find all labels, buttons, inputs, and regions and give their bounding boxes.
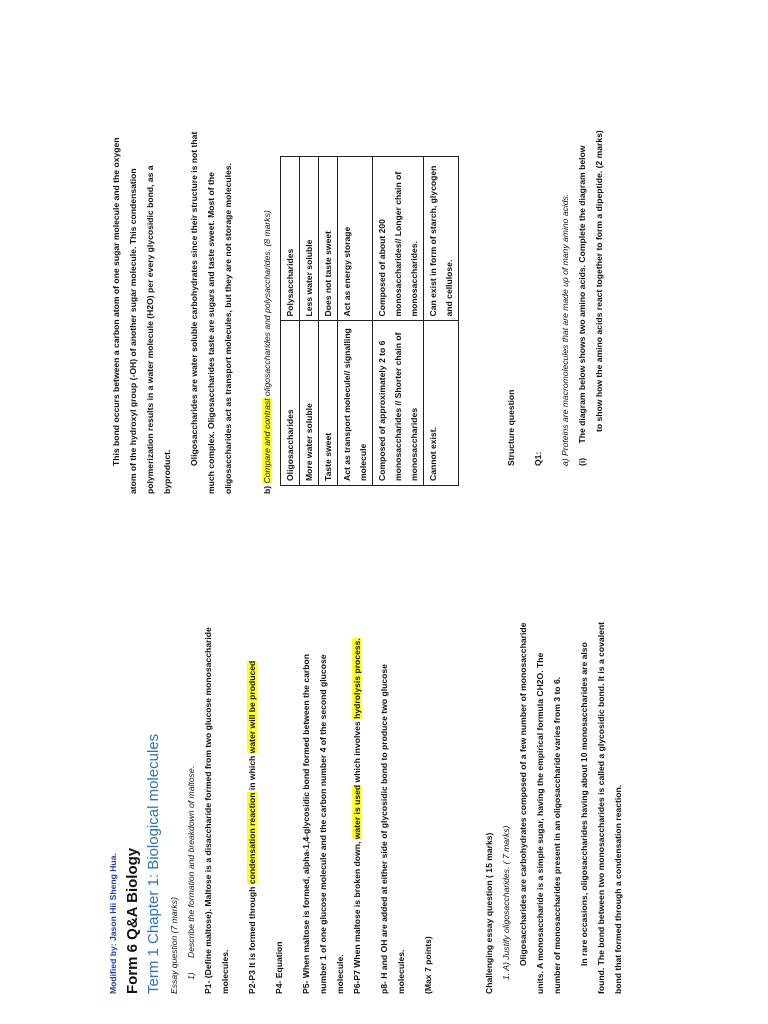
modified-by: Modified by: Jason Hii Sheng Hua. [108, 853, 118, 994]
document-title: Form 6 Q&A Biology [124, 847, 141, 994]
table-cell: Act as transport molecule// signalling molecule [338, 321, 373, 486]
table-row [424, 157, 459, 486]
para4-l2: much complex. Oligosaccharides taste are sugars and taste sweet. Most of the [206, 172, 216, 494]
para2-l3: bond that formed through a condensation reaction. [613, 784, 623, 994]
table-cell: Taste sweet [319, 321, 338, 486]
para1-l1: Oligosaccharides are carbohydrates composed of a few number of monosaccharide [518, 622, 528, 966]
question-i-l1 [574, 24, 591, 494]
table-row [319, 157, 338, 486]
p6-text: P6-P7 When maltose is broken down, [352, 839, 362, 994]
highlight-condensation: condensation reaction [247, 792, 257, 885]
point-p5-l2: number 1 of one glucose molecule and the carbon number 4 of the second glucose [318, 654, 328, 994]
table-cell: Composed of approximately 2 to 6 monosaccharides // Shorter chain of monosaccharides [373, 321, 424, 486]
highlight-compare-contrast: Compare and contrast [262, 398, 272, 484]
question-1-number: 1) [186, 972, 196, 980]
para1-l3: number of monosaccharides present in an oligosaccharide varies from 3 to 6. [552, 676, 562, 994]
para2-l1: In rare occasions, oligosaccharides having about 10 monosaccharides are also [579, 642, 589, 966]
table-cell: Can exist in form of starch, glycogen and cellulose. [424, 157, 459, 322]
table-cell: Does not taste sweet [319, 157, 338, 322]
highlight-water-produced: water will be produced [247, 660, 257, 754]
question-b [259, 24, 276, 494]
right-column [0, 24, 768, 494]
question-i-number: (i) [577, 457, 587, 466]
p2-text: P2-P3 It is formed through [247, 884, 257, 994]
chapter-heading: Term 1 Chapter 1: Biological molecules [145, 733, 162, 994]
para3-l3: polymerization results in a water molecule (H2O) per every glycosidic bond, as a [145, 165, 155, 494]
q1-label: Q1: [533, 451, 543, 466]
question-b-label: b) [262, 483, 272, 494]
point-p5-l1: P5- When maltose is formed, alpha-1,4-glycosidic bond formed between the carbon [301, 654, 311, 994]
structure-heading: Structure question [506, 389, 516, 466]
point-p1-cont: molecules. [220, 949, 230, 994]
table-row [373, 157, 424, 486]
point-p2 [244, 524, 261, 994]
question-1-text: Describe the formation and breakdown of maltose. [186, 765, 196, 959]
point-p6 [349, 524, 366, 994]
question-i-l2: to show how the amino acids react together to form a dipeptide. (2 marks) [594, 130, 604, 432]
para3-l1: This bond occurs between a carbon atom of one sugar molecule and the oxygen [111, 137, 121, 466]
point-p5-l3: molecule. [335, 954, 345, 994]
point-p8-l1: p8- H and OH are added at either side of glycosidic bond to produce two glucose [379, 664, 389, 994]
para4-l3: oligosaccharides act as transport molecules, but they are not storage molecules. [223, 163, 233, 494]
table-cell: Oligosaccharides [281, 321, 300, 486]
challenge-heading: Challenging essay question ( 15 marks) [484, 832, 494, 994]
table-row [300, 157, 319, 486]
p6-mid: which involves [352, 718, 362, 785]
highlight-water-used: water is used [352, 784, 362, 840]
para2-l2: found. The bond between two monosaccharides is called a glycosidic bond. It is a covalent [596, 622, 606, 994]
table-cell: Act as energy storage [338, 157, 373, 322]
para3-l4: byproduct. [162, 449, 172, 494]
table-cell: Cannot exist. [424, 321, 459, 486]
question-1 [183, 524, 200, 994]
question-a: a) Proteins are macromolecules that are made up of many amino acids. [560, 193, 570, 466]
comparison-table [280, 156, 459, 486]
question-1a: 1. A) Justify oligosaccharides. ( 7 marks) [501, 825, 511, 980]
table-header-row [281, 157, 300, 486]
max-points: (Max 7 points) [423, 936, 433, 994]
question-b-text: oligosaccharides and polysaccharides. (8 marks) [262, 210, 272, 399]
table-cell: Composed of about 200 monosaccharides// Longer chain of monosaccharides. [373, 157, 424, 322]
point-p4: P4- Equation [274, 941, 284, 994]
table-row [338, 157, 373, 486]
essay-label: Essay question (7 marks) [169, 897, 179, 994]
left-column [0, 524, 768, 994]
question-i-text: The diagram below shows two amino acids. Complete the diagram below [577, 145, 587, 444]
table-cell: Polysaccharides [281, 157, 300, 322]
para1-l2: units. A monosaccharide is a simple sugar, having the empirical formula CH2O. The [535, 652, 545, 994]
table-cell: Less water soluble [300, 157, 319, 322]
highlight-hydrolysis: hydrolysis process. [352, 638, 362, 719]
point-p1: P1- (Define maltose). Maltose is a disaccharide formed from two glucose monosaccharide [203, 627, 213, 994]
p2-mid: in which [247, 753, 257, 793]
point-p8-l2: molecules. [396, 949, 406, 994]
table-cell: More water soluble [300, 321, 319, 486]
para3-l2: atom of the hydroxyl group (-OH) of another sugar molecule. This condensation [128, 168, 138, 494]
para4-l1: Oligosaccharides are water soluble carbohydrates since their structure is not that [189, 131, 199, 466]
